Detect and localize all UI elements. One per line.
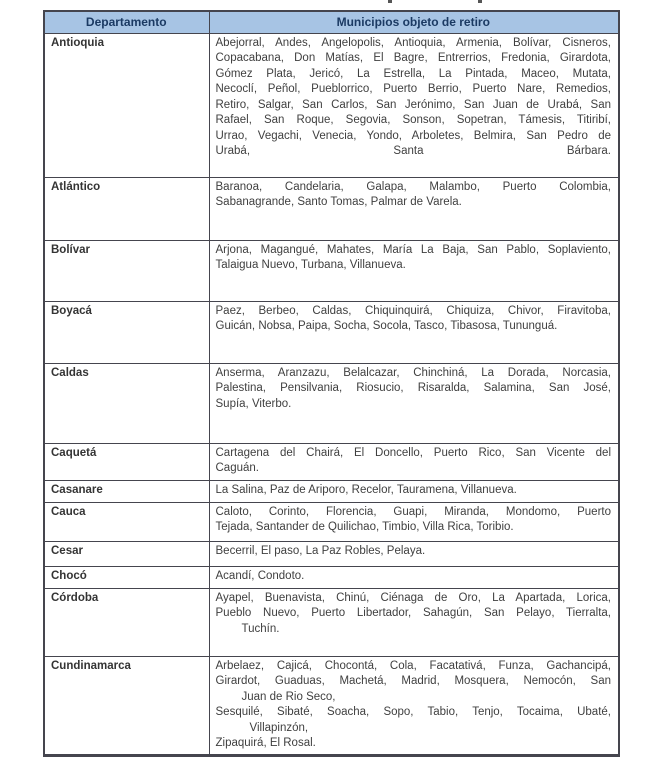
municipalities-line: Arbelaez, Cajicá, Chocontá, Cola, Facatativá, Funza, Gachancipá, xyxy=(215,659,611,672)
municipalities-line: Pueblo Nuevo, Puerto Libertador, Sahagún, San Pelayo, Tierralta, xyxy=(215,607,611,619)
municipalities-line: Ayapel, Buenavista, Chinú, Ciénaga de Oro, La Apartada, Lorica, xyxy=(215,591,611,604)
municipalities-line: Abejorral, Andes, Angelopolis, Antioquia, Armenia, Bolívar, Cisneros, xyxy=(215,36,611,49)
municipalities-cell xyxy=(209,33,619,177)
municipalities-line: Caloto, Corinto, Florencia, Guapi, Miranda, Mondomo, Puerto xyxy=(215,505,611,518)
table-header-row xyxy=(44,11,619,33)
municipalities-line: Villapinzón, xyxy=(249,721,309,734)
municipalities-line: Sabanagrande, Santo Tomas, Palmar de Varela. xyxy=(215,196,462,208)
municipalities-cell xyxy=(209,443,619,480)
table-row xyxy=(44,301,619,363)
table-row xyxy=(44,443,619,480)
table-row xyxy=(44,566,619,588)
municipalities-line: Urrao, Vegachi, Venecia, Yondo, Arboletes, Belmira, San Pedro de xyxy=(215,129,611,142)
department-name: Cauca xyxy=(44,502,209,541)
municipalities-line: Guicán, Nobsa, Paipa, Socha, Socola, Tasco, Tibasosa, Tununguá. xyxy=(215,320,558,332)
municipalities-line: Necoclí, Peñol, Pueblorrico, Puerto Berrio, Puerto Nare, Remedios, xyxy=(215,83,611,95)
municipalities-line: Supía, Viterbo. xyxy=(215,397,292,410)
municipalities-table xyxy=(43,10,620,757)
column-header-municipalities: Municipios objeto de retiro xyxy=(209,11,619,33)
cropped-text-artifact xyxy=(388,0,392,3)
municipalities-cell xyxy=(209,588,619,656)
municipalities-line: Tuchín. xyxy=(241,622,280,635)
municipalities-line: Tejada, Santander de Quilichao, Timbio, Villa Rica, Toribio. xyxy=(215,521,514,533)
department-name: Bolívar xyxy=(44,240,209,301)
municipalities-line: Cartagena del Chairá, El Doncello, Puerto Rico, San Vicente del xyxy=(215,446,611,459)
municipalities-cell xyxy=(209,502,619,541)
municipalities-line: Anserma, Aranzazu, Belalcazar, Chinchiná, La Dorada, Norcasia, xyxy=(215,366,611,379)
municipalities-cell xyxy=(209,363,619,443)
table-row xyxy=(44,177,619,240)
municipalities-line: Juan de Rio Seco, xyxy=(241,690,336,703)
municipalities-line: Baranoa, Candelaria, Galapa, Malambo, Puerto Colombia, xyxy=(215,180,611,193)
table-row xyxy=(44,240,619,301)
municipalities-line: Urabá, Santa Bárbara. xyxy=(215,145,611,157)
table-row xyxy=(44,541,619,566)
department-name: Caquetá xyxy=(44,443,209,480)
department-name: Cundinamarca xyxy=(44,656,209,755)
department-name: Antioquia xyxy=(44,33,209,177)
municipalities-line: Gómez Plata, Jericó, La Estrella, La Pintada, Maceo, Mutata, xyxy=(215,67,611,80)
municipalities-line: Palestina, Pensilvania, Riosucio, Risaralda, Salamina, San José, xyxy=(215,382,611,394)
municipalities-line: Retiro, Salgar, San Carlos, San Jerónimo, San Juan de Urabá, San xyxy=(215,98,611,111)
municipalities-line: Rafael, San Roque, Segovia, Sonson, Sopetran, Támesis, Titiribí, xyxy=(215,114,611,126)
municipalities-cell xyxy=(209,177,619,240)
municipalities-cell xyxy=(209,541,619,566)
municipalities-cell xyxy=(209,301,619,363)
table-row xyxy=(44,480,619,502)
table-row xyxy=(44,33,619,177)
department-name: Caldas xyxy=(44,363,209,443)
table-row xyxy=(44,363,619,443)
municipalities-cell xyxy=(209,480,619,502)
department-name: Casanare xyxy=(44,480,209,502)
municipalities-cell xyxy=(209,566,619,588)
department-name: Boyacá xyxy=(44,301,209,363)
department-name: Chocó xyxy=(44,566,209,588)
column-header-department: Departamento xyxy=(44,11,209,33)
municipalities-line: La Salina, Paz de Ariporo, Recelor, Tauramena, Villanueva. xyxy=(215,483,517,496)
municipalities-line: Becerril, El paso, La Paz Robles, Pelaya. xyxy=(215,544,426,557)
table-row xyxy=(44,502,619,541)
municipalities-cell xyxy=(209,240,619,301)
municipalities-line: Paez, Berbeo, Caldas, Chiquinquirá, Chiquiza, Chivor, Firavitoba, xyxy=(215,304,611,317)
department-name: Atlántico xyxy=(44,177,209,240)
municipalities-line: Arjona, Magangué, Mahates, María La Baja, San Pablo, Soplaviento, xyxy=(215,243,611,256)
municipalities-line: Talaigua Nuevo, Turbana, Villanueva. xyxy=(215,259,406,271)
municipalities-line: Acandí, Condoto. xyxy=(215,569,305,582)
department-name: Córdoba xyxy=(44,588,209,656)
municipalities-line: Caguán. xyxy=(215,462,259,474)
municipalities-cell xyxy=(209,656,619,755)
municipalities-line: Girardot, Guaduas, Machetá, Madrid, Mosquera, Nemocón, San xyxy=(215,675,611,687)
cropped-text-artifact xyxy=(0,0,650,5)
department-name: Cesar xyxy=(44,541,209,566)
table-row xyxy=(44,656,619,755)
cropped-text-artifact xyxy=(478,0,482,3)
municipalities-line: Sesquilé, Sibaté, Soacha, Sopo, Tabio, Tenjo, Tocaima, Ubaté, xyxy=(215,706,611,718)
municipalities-line: Zipaquirá, El Rosal. xyxy=(215,737,316,749)
table-row xyxy=(44,588,619,656)
municipalities-line: Copacabana, Don Matías, El Bagre, Entrerrios, Fredonia, Girardota, xyxy=(215,52,611,64)
